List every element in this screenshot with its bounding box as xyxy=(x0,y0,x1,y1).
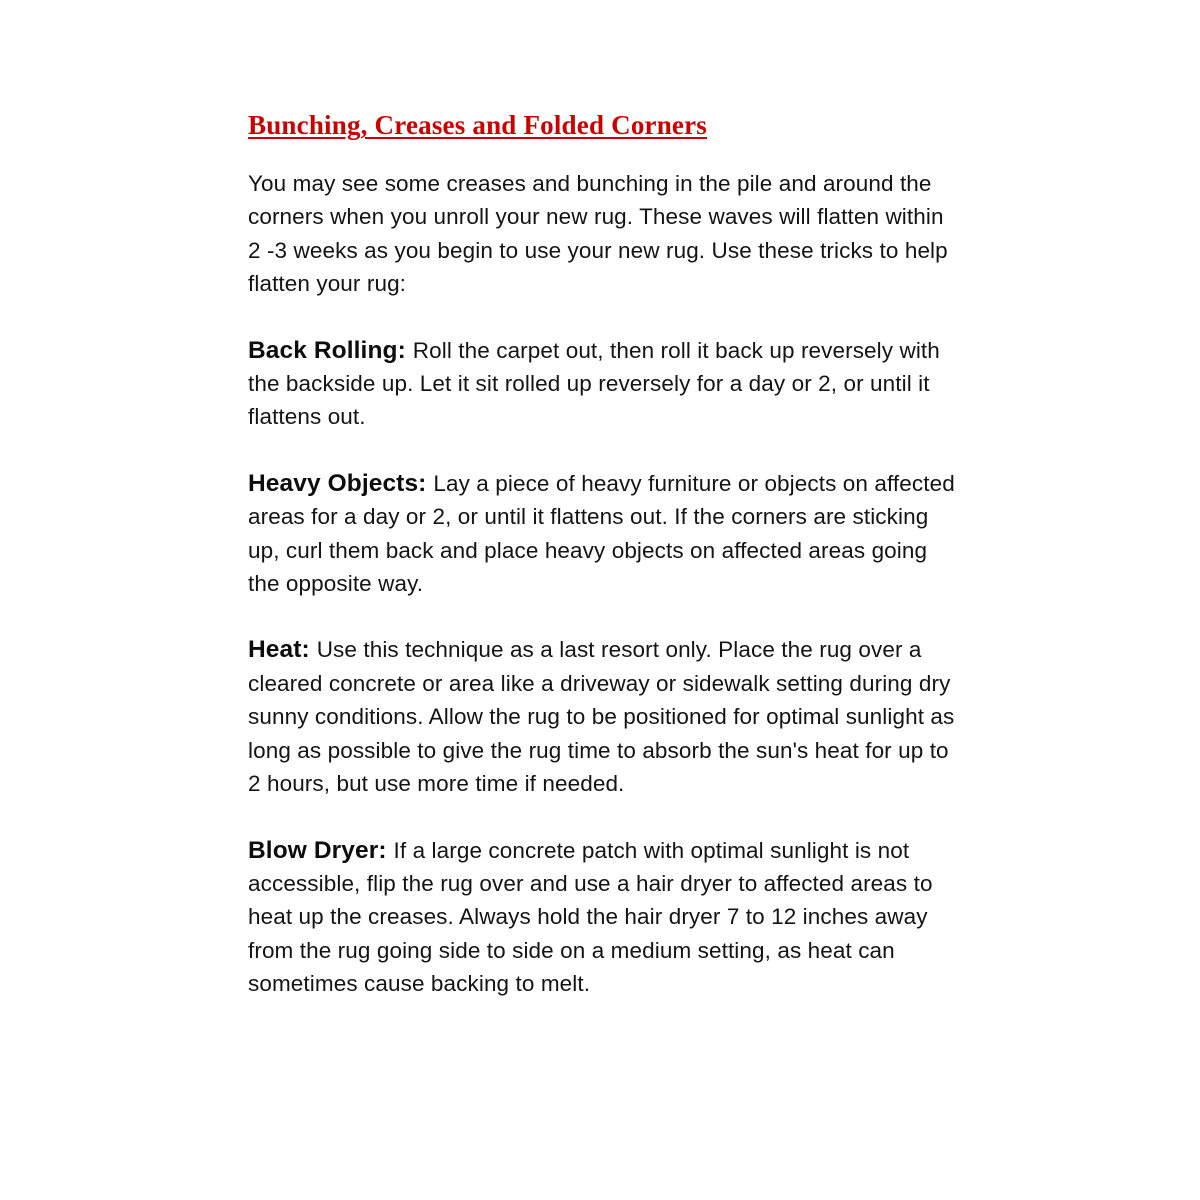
section-label-heat: Heat: xyxy=(248,636,310,664)
section-label-heavy-objects: Heavy Objects: xyxy=(248,469,427,497)
section-body-back-rolling: Roll the carpet out, then roll it back up reversely with the backside up. Let it sit rolled up reversely for a day or 2, or until it flattens out. xyxy=(248,337,940,430)
section-heavy-objects xyxy=(248,467,960,601)
section-back-rolling xyxy=(248,334,960,434)
section-label-blow-dryer: Blow Dryer: xyxy=(248,836,387,864)
section-body-heavy-objects: Lay a piece of heavy furniture or objects on affected areas for a day or 2, or until it flattens out. If the corners are sticking up, curl them back and place heavy objects on affected areas going the opposite way. xyxy=(248,470,955,597)
document-heading: Bunching, Creases and Folded Corners xyxy=(248,110,708,140)
section-blow-dryer xyxy=(248,834,960,1001)
section-body-blow-dryer: If a large concrete patch with optimal sunlight is not accessible, flip the rug over and use a hair dryer to affected areas to heat up the creases. Always hold the hair dryer 7 to 12 inches away from the rug going side to side on a medium setting, as heat can sometimes cause backing to melt. xyxy=(248,837,933,997)
section-heat xyxy=(248,633,960,800)
section-body-heat: Use this technique as a last resort only. Place the rug over a cleared concrete or area like a driveway or sidewalk setting during dry sunny conditions. Allow the rug to be positioned for optimal sunlight as long as possible to give the rug time to absorb the sun's heat for up to 2 hours, but use more time if needed. xyxy=(248,637,955,797)
section-label-back-rolling: Back Rolling: xyxy=(248,336,406,364)
intro-paragraph: You may see some creases and bunching in the pile and around the corners when you unroll your new rug. These waves will flatten within 2 -3 weeks as you begin to use your new rug. Use these tricks to help flatten your rug: xyxy=(248,171,948,297)
document-content xyxy=(248,110,960,1034)
